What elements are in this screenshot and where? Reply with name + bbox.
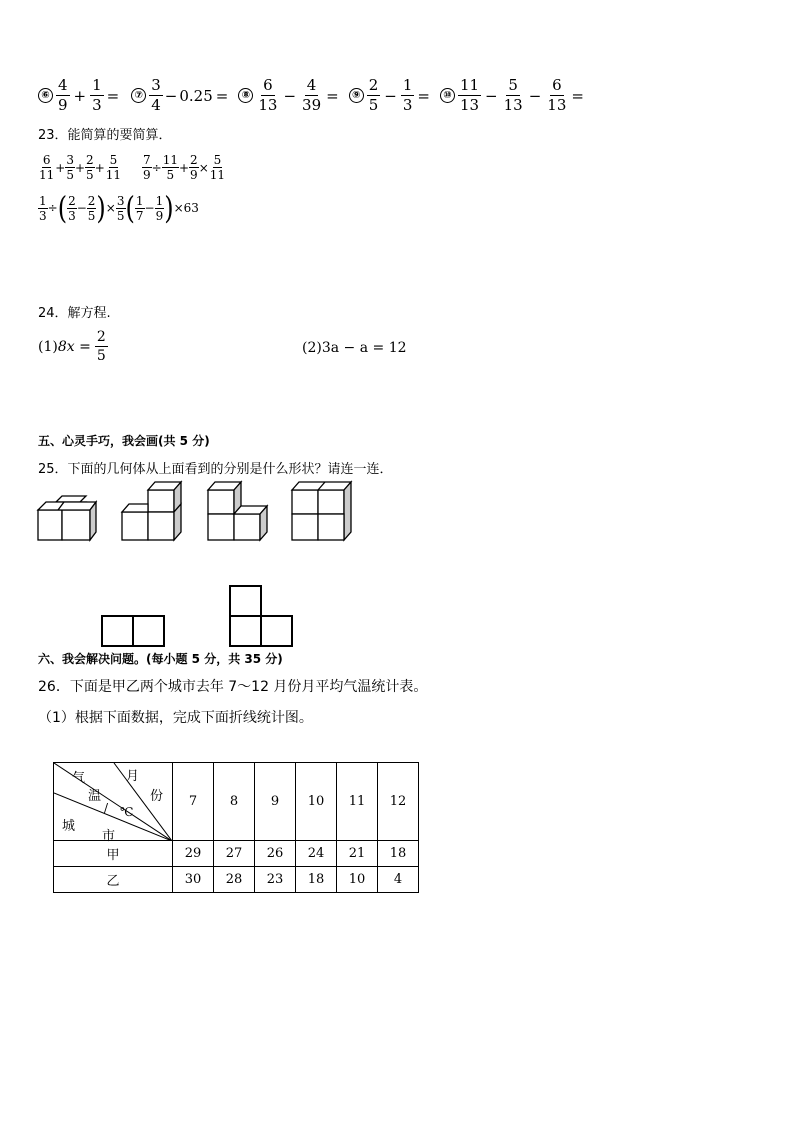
fraction: $\frac{6}{13}$ bbox=[547, 76, 567, 114]
fraction: $\frac{4}{39}$ bbox=[302, 76, 322, 114]
q26-title: 26．下面是甲乙两个城市去年 7～12 月份月平均气温统计表。 bbox=[38, 679, 428, 695]
top-view-2 bbox=[230, 586, 292, 646]
section-6-title: 六、我会解决问题。(每小题 5 分，共 35 分) bbox=[38, 652, 283, 666]
fraction: $\frac{1}{3}$ bbox=[92, 76, 102, 114]
fraction: $\frac{2}{5}$ bbox=[368, 76, 379, 114]
mark-8: ⑧ bbox=[238, 88, 253, 103]
fraction: $\frac{5}{13}$ bbox=[503, 76, 523, 114]
top-view-1 bbox=[102, 616, 164, 646]
month-header: 8 bbox=[214, 763, 255, 841]
q26-subquestion-1: （1）根据下面数据，完成下面折线统计图。 bbox=[38, 710, 313, 726]
fraction: $\frac{3}{4}$ bbox=[151, 76, 161, 114]
table-row: 乙 30 28 23 18 10 4 bbox=[54, 867, 419, 893]
table-row: 甲 29 27 26 24 21 18 bbox=[54, 841, 419, 867]
cube-figure-4 bbox=[292, 482, 351, 540]
q23-expr-1: $\frac{6}{11}$ + $\frac{3}{5}$ + $\frac{2}{5}$ + $\frac{5}{11}$ bbox=[39, 153, 122, 182]
month-header: 9 bbox=[255, 763, 296, 841]
section-5-title: 五、心灵手巧，我会画(共 5 分) bbox=[38, 434, 210, 448]
fraction: $\frac{1}{3}$ bbox=[402, 76, 413, 114]
q23-title: 23．能简算的要简算． bbox=[38, 128, 172, 143]
month-header: 11 bbox=[337, 763, 378, 841]
month-header: 10 bbox=[296, 763, 337, 841]
fraction: $\frac{11}{13}$ bbox=[459, 76, 480, 114]
city-cell: 甲 bbox=[54, 841, 173, 867]
fraction: $\frac{6}{13}$ bbox=[258, 76, 278, 114]
mark-9: ⑨ bbox=[349, 88, 364, 103]
q23-expr-2: $\frac{7}{9}$ ÷ $\frac{11}{5}$ + $\frac{2}{9}$ × $\frac{5}{11}$ bbox=[143, 153, 226, 182]
fraction: $\frac{4}{9}$ bbox=[58, 76, 68, 114]
top-view-shapes bbox=[98, 584, 318, 654]
cube-figure-2 bbox=[122, 482, 181, 540]
q24-equation-2: (2) 3a − a = 12 bbox=[302, 340, 407, 356]
q24-title: 24．解方程. bbox=[38, 306, 111, 321]
temperature-table bbox=[53, 762, 419, 893]
mark-6: ⑥ bbox=[38, 88, 53, 103]
q22-row: ⑥ $\frac{4}{9}$ + $\frac{1}{3}$ = ⑦ $\frac{3}{4}$ − 0.25 = ⑧ $\frac{6}{13}$ − $\frac{4}{39}$ = ⑨ $\frac{2}{5}$ − $\frac{1}{3}$ = ⑩ $\frac{11}{13}$ − $\frac{5}{13}$ − $\frac{6}{13}$ = bbox=[38, 78, 584, 113]
mark-10: ⑩ bbox=[440, 88, 455, 103]
city-cell: 乙 bbox=[54, 867, 173, 893]
table-header-diagonal: 气 月 温 份 / ℃ 城 市 bbox=[54, 763, 173, 841]
q24-equation-1: (1) 8x = $\frac{2}{5}$ bbox=[38, 329, 106, 364]
cube-figure-3 bbox=[208, 482, 267, 540]
cube-figure-1 bbox=[38, 496, 96, 540]
mark-7: ⑦ bbox=[131, 88, 146, 103]
q25-title: 25．下面的几何体从上面看到的分别是什么形状？请连一连． bbox=[38, 462, 393, 477]
cube-figures bbox=[30, 470, 390, 550]
month-header: 12 bbox=[378, 763, 419, 841]
month-header: 7 bbox=[173, 763, 214, 841]
q23-expr-3: $\frac{1}{3}$ ÷ ( $\frac{2}{3}$ − $\frac{2}{5}$ ) × $\frac{3}{5}$ ( $\frac{1}{7}$ − $\frac{1}{9}$ ) × 63 bbox=[39, 189, 199, 227]
